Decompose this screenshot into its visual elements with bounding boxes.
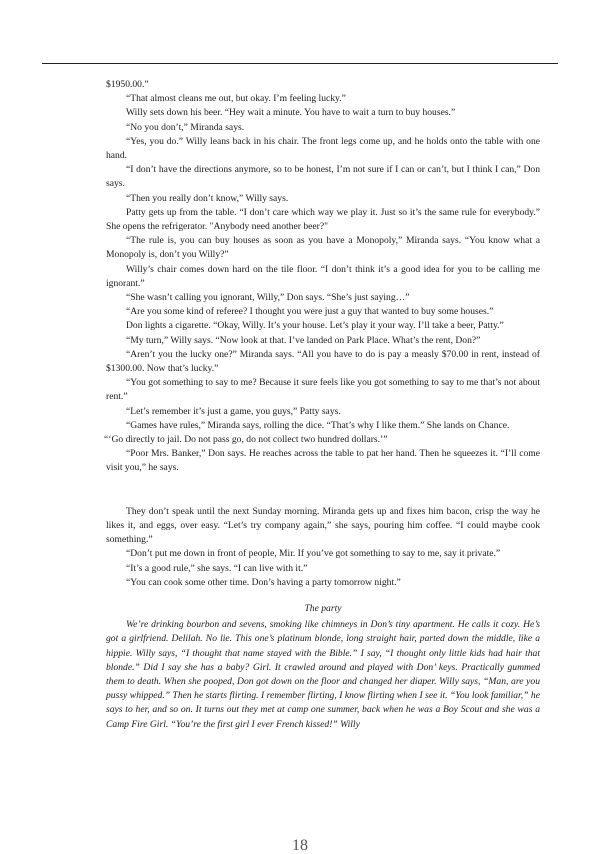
paragraph: “Poor Mrs. Banker,” Don says. He reaches across the table to pat her hand. Then he squeezes it. “I’ll come visit you,” he says.: [106, 448, 540, 474]
paragraph: Willy sets down his beer. “Hey wait a minute. You have to wait a turn to buy houses.”: [126, 107, 456, 119]
paragraph: “Are you some kind of referee? I thought you were just a guy that wanted to buy some houses.”: [126, 306, 494, 318]
paragraph: “Don’t put me down in front of people, Mir. If you’ve got something to say to me, say it private.”: [126, 548, 501, 560]
morning-section: [106, 505, 540, 590]
page-number: 18: [292, 837, 308, 854]
paragraph: “Then you really don’t know,” Willy says.: [126, 192, 289, 204]
paragraph: Willy’s chair comes down hard on the tile floor. “I don’t think it’s a good idea for you to be calling me ignorant.”: [106, 263, 540, 289]
paragraph: “That almost cleans me out, but okay. I’m feeling lucky.”: [126, 93, 346, 105]
paragraph: Don lights a cigarette. “Okay, Willy. It’s your house. Let’s play it your way. I’ll take a beer, Patty.”: [126, 320, 504, 332]
paragraph: Patty gets up from the table. “I don’t care which way we play it. Just so it’s the same rule for everybody.” She opens the refrigerator. "Anybody need another beer?": [106, 206, 540, 233]
paragraph: They don’t speak until the next Sunday morning. Miranda gets up and fixes him bacon, crisp the way he likes it, and eggs, over easy. “Let’s try company again,” she says, pouring him coffee. “I could maybe cook something.”: [106, 505, 540, 546]
section-heading: The party: [304, 602, 342, 614]
paragraph: “‘Go directly to jail. Do not pass go, do not collect two hundred dollars.’”: [104, 434, 388, 446]
paragraph: “Yes, you do.” Willy leans back in his chair. The front legs come up, and he holds onto the table with one hand.: [106, 135, 540, 162]
header-rule: [42, 63, 558, 64]
page-body: [106, 78, 540, 732]
paragraph: $1950.00.”: [106, 79, 149, 90]
paragraph: “My turn,” Willy says. “Now look at that. I’ve landed on Park Place. What’s the rent, Don?”: [126, 334, 481, 346]
paragraph: We’re drinking bourbon and sevens, smoking like chimneys in Don’s tiny apartment. He calls it cozy. He’s got a girlfriend. Delilah. No lie. This one’s platinum blonde, long straight hair, parted down the middle, like a hippie. Willy says, “I thought that name stayed with the Bible.” I say, “I thought only little kids had hair that blonde.” Did I say she has a baby? Girl. It crawled around and played with Don’ keys. Practically gummed them to death. When she pooped, Don got down on the floor and changed her diaper. Willy says, “Man, are you pussy whipped.” Then he starts flirting. I remember flirting, I know flirting when I see it. “You look familiar,” he says to her, and so on. It turns out they met at camp one summer, back when he was a Boy Scout and she was a Camp Fire Girl. “You’re the first girl I ever French kissed!” Willy: [106, 619, 540, 730]
party-section: [106, 618, 540, 732]
section-break: [106, 476, 540, 505]
paragraph: “You got something to say to me? Because it sure feels like you got something to say to me that’s not about rent.”: [106, 377, 540, 403]
dialogue-section: [106, 78, 540, 476]
paragraph: “Aren’t you the lucky one?” Miranda says. “All you have to do is pay a measly $70.00 in rent, instead of $1300.00. Now that’s lucky.”: [106, 348, 540, 375]
paragraph: “I don’t have the directions anymore, so to be honest, I’m not sure if I can or can’t, but I think I can,” Don says.: [106, 164, 540, 190]
paragraph: “The rule is, you can buy houses as soon as you have a Monopoly,” Miranda says. “You know what a Monopoly is, don’t you Willy?”: [106, 235, 540, 261]
paragraph: “Games have rules,” Miranda says, rolling the dice. “That’s why I like them.” She lands on Chance.: [126, 419, 510, 431]
paragraph: “No you don’t,” Miranda says.: [126, 121, 245, 133]
paragraph: “It’s a good rule,” she says. “I can live with it.”: [126, 562, 308, 574]
paragraph: “Let’s remember it’s just a game, you guys,” Patty says.: [126, 405, 341, 417]
paragraph: “You can cook some other time. Don’s having a party tomorrow night.”: [126, 576, 401, 588]
paragraph: “She wasn’t calling you ignorant, Willy,” Don says. “She’s just saying…”: [126, 292, 410, 304]
